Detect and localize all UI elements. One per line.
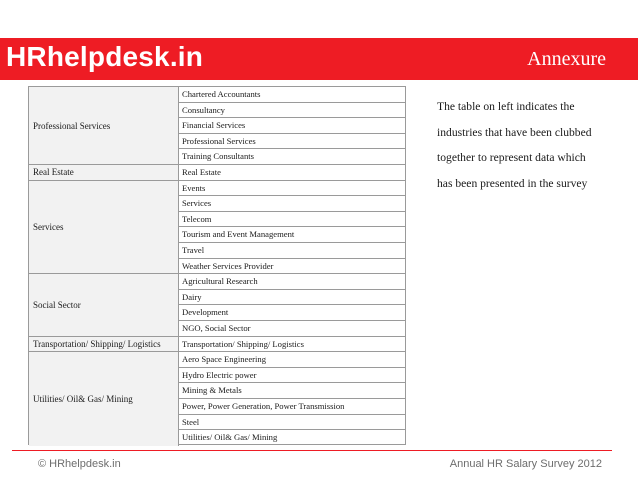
industry-cell: Dairy — [179, 290, 405, 306]
category-cell: Real Estate — [29, 165, 179, 180]
industry-cell: Events — [179, 181, 405, 197]
industry-cell: Real Estate — [182, 167, 221, 177]
title-bar — [0, 38, 638, 80]
footer-survey-title: Annual HR Salary Survey 2012 — [449, 458, 602, 470]
table-group — [29, 352, 405, 446]
category-cell: Utilities/ Oil& Gas/ Mining — [29, 352, 179, 446]
industry-cell: Power, Power Generation, Power Transmission — [179, 399, 405, 415]
industry-cell: Utilities/ Oil& Gas/ Mining — [182, 432, 278, 443]
industry-cell: Development — [179, 305, 405, 321]
industry-cell: Aero Space Engineering — [179, 352, 405, 368]
note-line: has been presented in the survey — [437, 176, 588, 190]
industry-cell: Services — [179, 196, 405, 212]
table-group — [29, 165, 405, 181]
note-line: The table on left indicates the — [437, 100, 575, 113]
industry-table — [28, 86, 406, 445]
note-line: industries that have been clubbed — [437, 125, 592, 139]
industry-cell: Tourism and Event Management — [179, 227, 405, 243]
industry-cell: Consultancy — [179, 103, 405, 119]
industry-cell: NGO, Social Sector — [182, 322, 251, 333]
note-line: together to represent data which — [437, 151, 586, 164]
industry-cell: Agricultural Research — [179, 274, 405, 290]
table-group — [29, 274, 405, 336]
industry-list — [179, 165, 405, 180]
industry-cell: Financial Services — [179, 118, 405, 134]
industry-cell: Weather Services Provider — [182, 260, 274, 271]
industry-list — [179, 337, 405, 352]
industry-cell: Hydro Electric power — [179, 368, 405, 384]
category-cell: Professional Services — [29, 87, 179, 164]
industry-list — [179, 274, 405, 335]
table-group — [29, 337, 405, 353]
industry-cell: Professional Services — [179, 134, 405, 150]
table-group — [29, 87, 405, 165]
industry-list — [179, 87, 405, 164]
industry-list — [179, 181, 405, 274]
category-cell: Transportation/ Shipping/ Logistics — [29, 337, 179, 352]
industry-cell: Travel — [179, 243, 405, 259]
industry-cell: Transportation/ Shipping/ Logistics — [182, 338, 304, 349]
industry-list — [179, 352, 405, 446]
industry-cell: Steel — [179, 415, 405, 431]
category-cell: Services — [29, 181, 179, 274]
category-cell: Social Sector — [29, 274, 179, 335]
footer-divider — [12, 450, 612, 451]
industry-cell: Chartered Accountants — [179, 87, 405, 103]
table-note — [437, 94, 622, 196]
brand-title: HRhelpdesk.in — [6, 41, 204, 72]
footer-copyright: © HRhelpdesk.in — [38, 458, 121, 470]
table-group — [29, 181, 405, 275]
industry-cell: Training Consultants — [182, 151, 255, 162]
industry-cell: Telecom — [179, 212, 405, 228]
section-title: Annexure — [527, 48, 606, 70]
industry-cell: Mining & Metals — [179, 383, 405, 399]
